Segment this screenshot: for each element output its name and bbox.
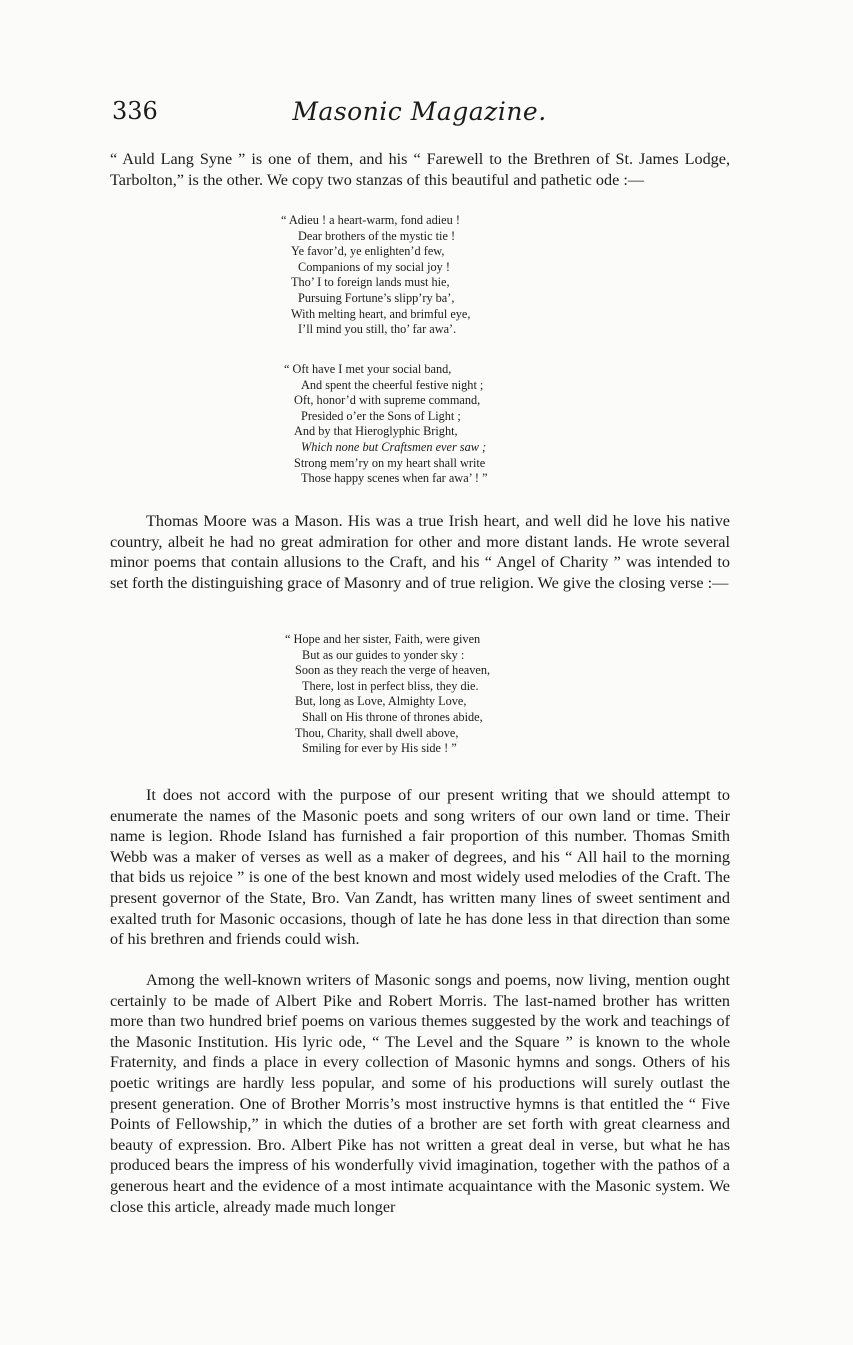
accord-paragraph: It does not accord with the purpose of our present writing that we should attempt to enumerate the names of the Masonic poets and song writers of our own land or time. Their name is legion. Rhode Island has furnished a fair proportion of this number. Thomas Smith Webb was a maker of verses as well as a maker of degrees, and his “ All hail to the morning that bids us rejoice ” is one of the best known and most widely used melodies of the Craft. The present governor of the State, Bro. Van Zandt, has written many lines of sweet sentiment and exalted truth for Masonic occasions, though of late he has done less in that direction than some of his brethren and friends could wish. (110, 786, 730, 949)
stanza-line: Strong mem’ry on my heart shall write (294, 455, 486, 470)
stanza-line: I’ll mind you still, tho’ far awa’. (298, 322, 457, 337)
stanza-line: “ Oft have I met your social band, (284, 362, 452, 376)
poem-stanza-3 (285, 632, 490, 757)
stanza-line: Which none but Craftsmen ever saw ; (301, 439, 487, 454)
stanza-line: Smiling for ever by His side ! ” (302, 741, 457, 756)
writers-paragraph: Among the well-known writers of Masonic songs and poems, now living, mention ought certainly to be made of Albert Pike and Robert Morris. The last-named brother has written more than two hundred brief poems on various themes suggested by the work and teachings of the Masonic Institution. His lyric ode, “ The Level and the Square ” is known to the whole Fraternity, and finds a place in every collection of Masonic hymns and songs. Others of his poetic writings are hardly less popular, and some of his productions will surely outlast the present generation. One of Brother Morris’s most instructive hymns is that entitled the “ Five Points of Fellowship,” in which the duties of a brother are set forth with great clearness and beauty of expression. Bro. Albert Pike has not written a great deal in verse, but what he has produced bears the impress of his wonderfully vivid imagination, together with the pathos of a generous heart and the evidence of a most intimate acquaintance with the Masonic system. We close this article, already made much longer (110, 971, 730, 1216)
stanza-line: With melting heart, and brimful eye, (291, 306, 471, 321)
stanza-line: “ Adieu ! a heart-warm, fond adieu ! (281, 213, 460, 227)
stanza-line: Oft, honor’d with supreme command, (294, 393, 481, 408)
page-header (112, 97, 727, 129)
stanza-line: Tho’ I to foreign lands must hie, (291, 275, 450, 290)
stanza-line: Companions of my social joy ! (298, 259, 450, 274)
stanza-line: Shall on His throne of thrones abide, (302, 709, 483, 724)
stanza-line: Ye favor’d, ye enlighten’d few, (291, 244, 445, 259)
stanza-line: And spent the cheerful festive night ; (301, 377, 484, 392)
stanza-line: Those happy scenes when far awa’ ! ” (301, 471, 488, 486)
stanza-line: There, lost in perfect bliss, they die. (302, 678, 479, 693)
poem-stanza-2 (284, 362, 488, 487)
stanza-line: Pursuing Fortune’s slipp’ry ba’, (298, 290, 455, 305)
running-title: Masonic Magazine. (292, 97, 547, 126)
intro-paragraph: “ Auld Lang Syne ” is one of them, and his “ Farewell to the Brethren of St. James Lodge, Tarbolton,” is the other. We copy two stanzas of this beautiful and pathetic ode :— (110, 150, 730, 189)
stanza-line: Soon as they reach the verge of heaven, (295, 663, 491, 678)
stanza-line: “ Hope and her sister, Faith, were given (285, 632, 481, 646)
stanza-line: Dear brothers of the mystic tie ! (298, 228, 456, 243)
poem-stanza-1 (281, 213, 470, 338)
page-number: 336 (112, 97, 158, 125)
stanza-line: But, long as Love, Almighty Love, (295, 694, 467, 709)
stanza-line: But as our guides to yonder sky : (302, 647, 465, 662)
moore-paragraph: Thomas Moore was a Mason. His was a true Irish heart, and well did he love his native country, albeit he had no great admiration for other and more distant lands. He wrote several minor poems that contain allusions to the Craft, and his “ Angel of Charity ” was intended to set forth the distinguishing grace of Masonry and of true religion. We give the closing verse :— (110, 512, 730, 592)
stanza-line: Thou, Charity, shall dwell above, (295, 725, 459, 740)
stanza-line: Presided o’er the Sons of Light ; (301, 408, 461, 423)
stanza-line: And by that Hieroglyphic Bright, (294, 424, 458, 439)
